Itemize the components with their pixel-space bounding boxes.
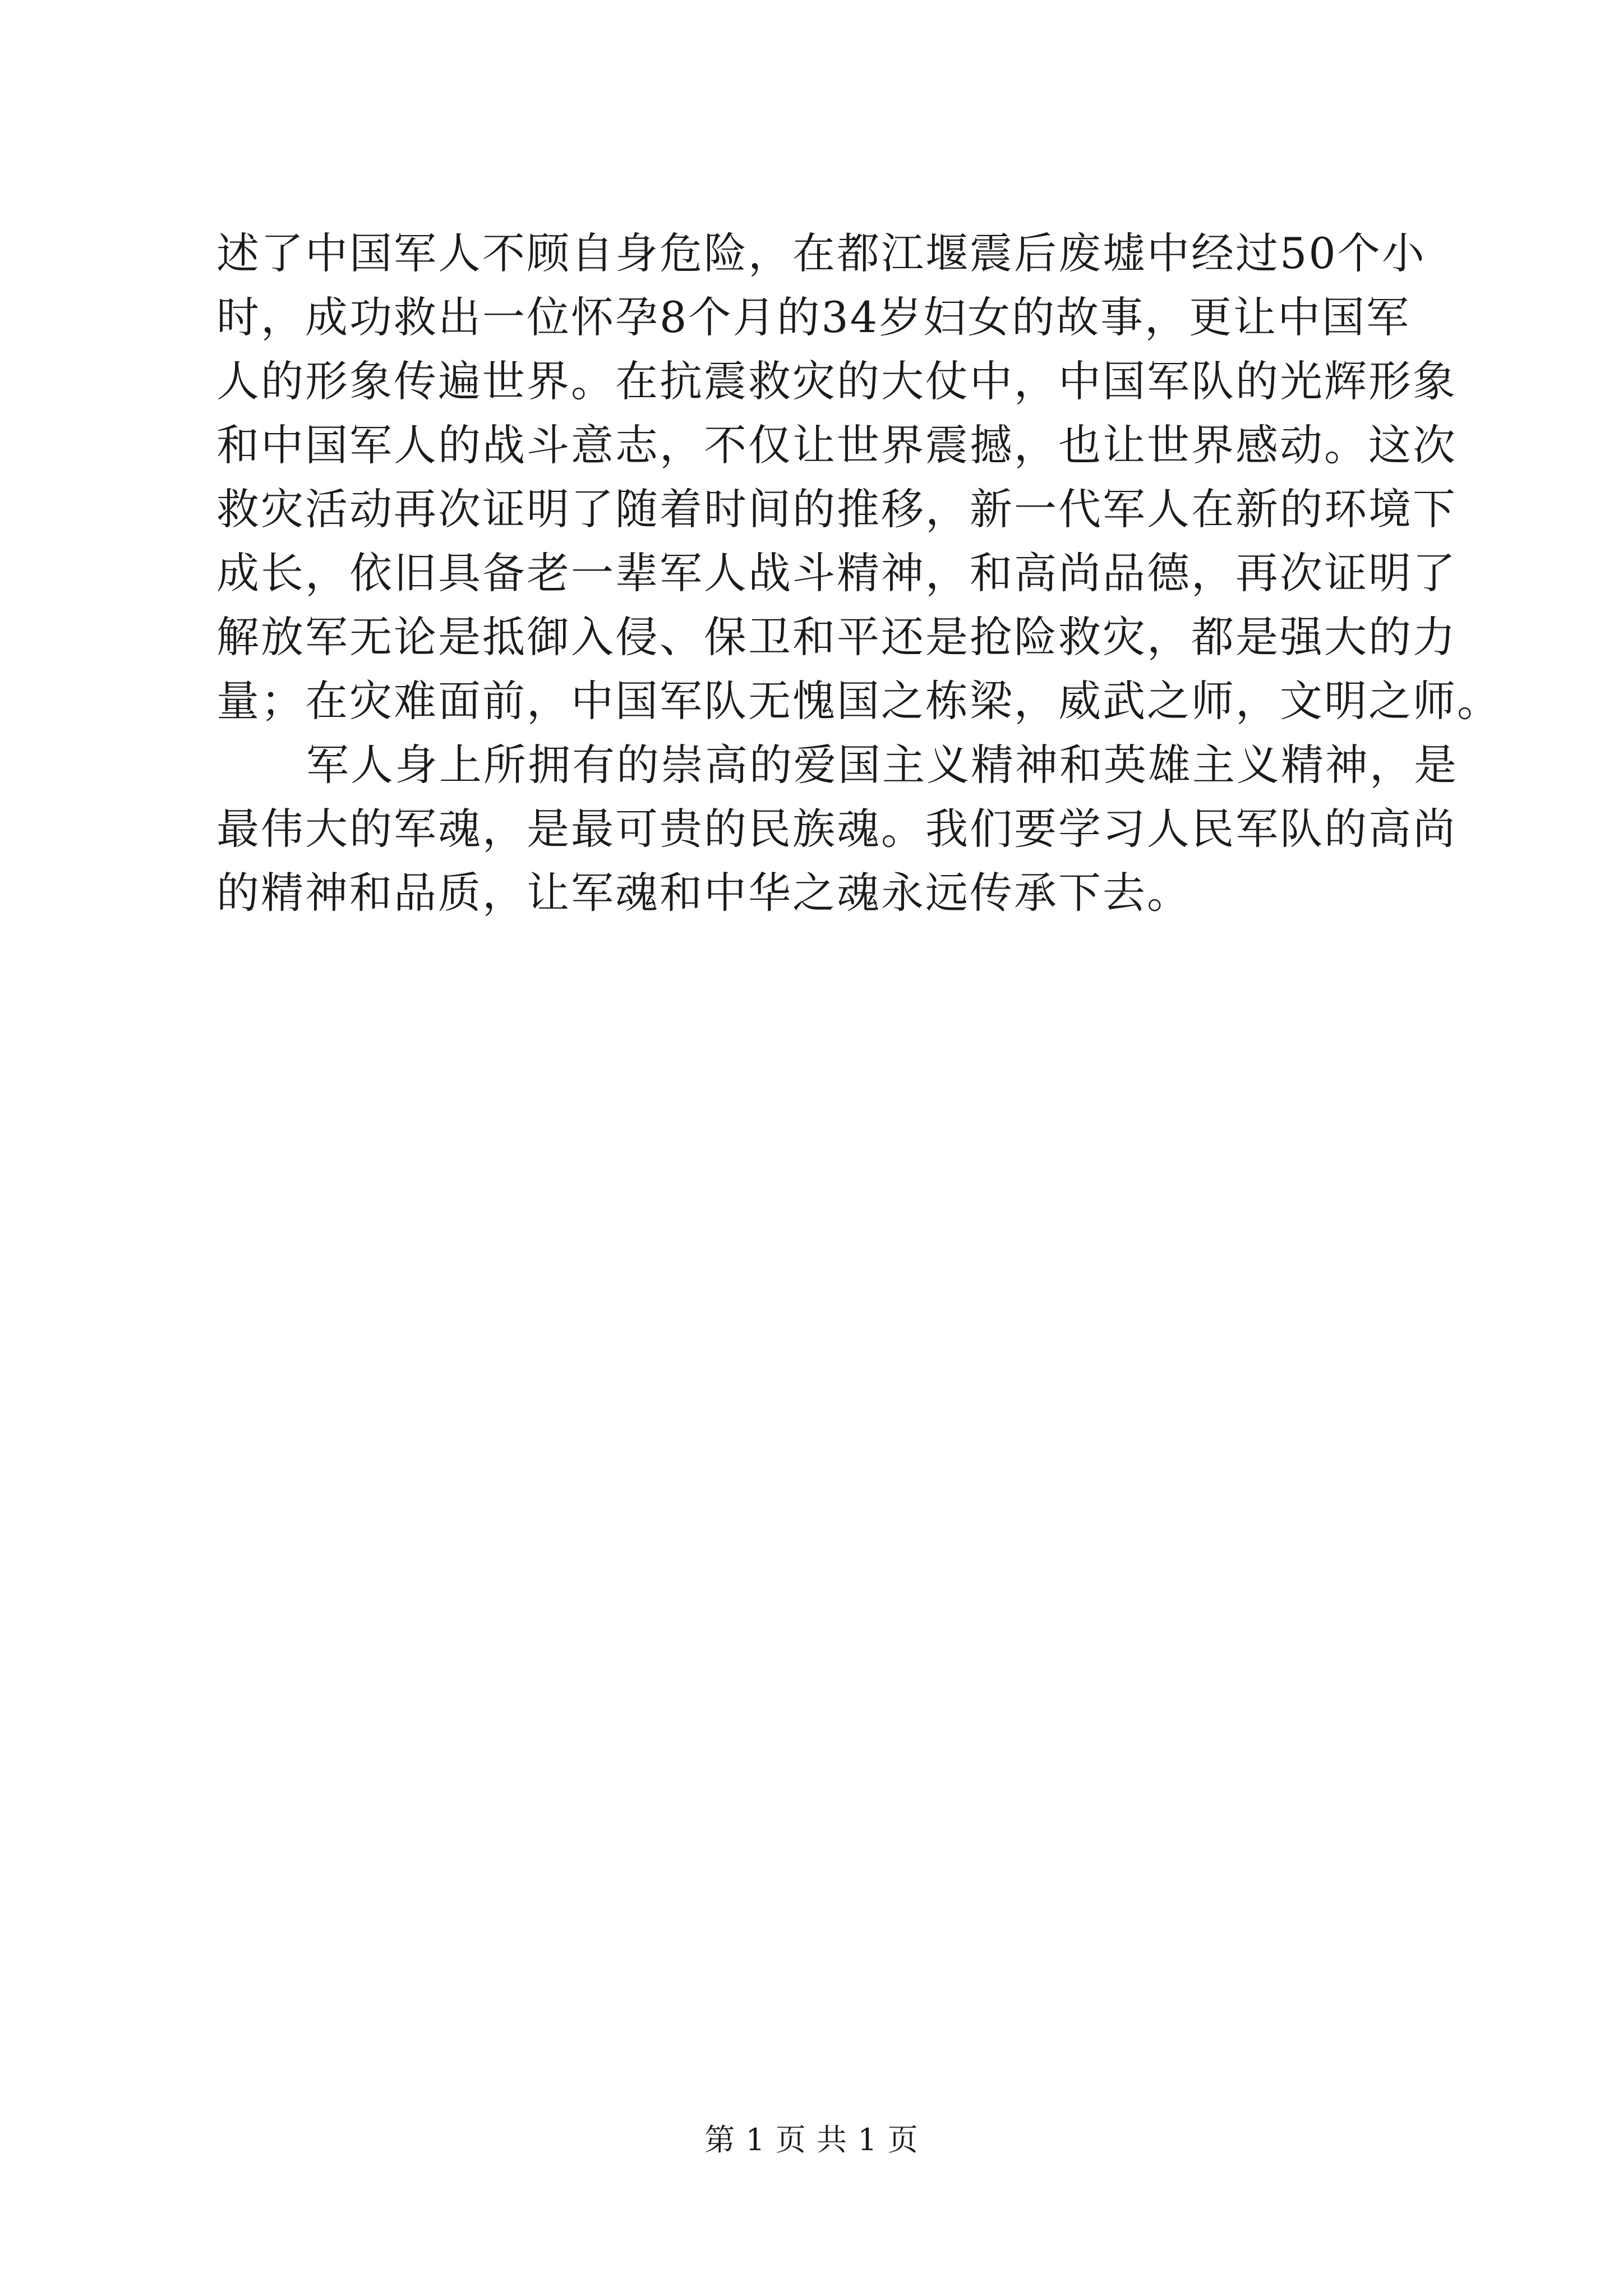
paragraph-line: 军人身上所拥有的崇高的爱国主义精神和英雄主义精神，是 bbox=[306, 740, 1458, 790]
page-number-footer: 第 1 页 共 1 页 bbox=[704, 2122, 919, 2157]
paragraph-line: 最伟大的军魂，是最可贵的民族魂。我们要学习人民军队的高尚 bbox=[216, 804, 1457, 854]
paragraph-line: 的精神和品质，让军魂和中华之魂永远传承下去。 bbox=[216, 868, 1191, 918]
paragraph-line: 量；在灾难面前，中国军队无愧国之栋梁，威武之师，文明之师。 bbox=[216, 676, 1501, 726]
paragraph-line: 成长，依旧具备老一辈军人战斗精神，和高尚品德，再次证明了 bbox=[216, 548, 1457, 598]
paragraph-line: 时，成功救出一位怀孕8个月的34岁妇女的故事，更让中国军 bbox=[216, 292, 1411, 342]
paragraph-line: 解放军无论是抵御入侵、保卫和平还是抢险救灾，都是强大的力 bbox=[216, 612, 1457, 662]
paragraph-line: 和中国军人的战斗意志，不仅让世界震撼，也让世界感动。这次 bbox=[216, 420, 1457, 470]
paragraph-1 bbox=[216, 222, 1501, 733]
paragraph-2 bbox=[216, 733, 1458, 925]
paragraph-line: 救灾活动再次证明了随着时间的推移，新一代军人在新的环境下 bbox=[216, 484, 1457, 534]
paragraph-line: 述了中国军人不顾自身危险，在都江堰震后废墟中经过50个小 bbox=[216, 228, 1426, 278]
document-body bbox=[216, 222, 1501, 925]
paragraph-line: 人的形象传遍世界。在抗震救灾的大仗中，中国军队的光辉形象 bbox=[216, 356, 1457, 406]
